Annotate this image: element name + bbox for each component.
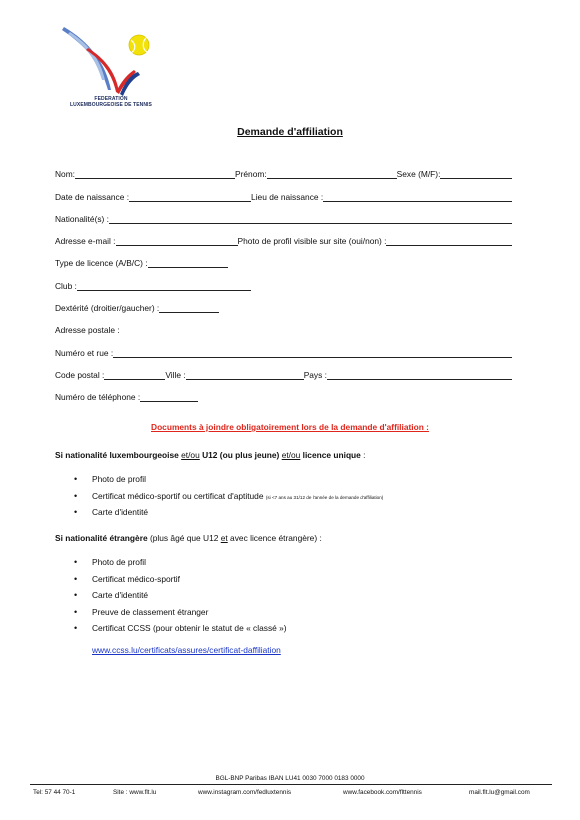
row-code-postal	[55, 359, 512, 381]
label-type-licence: Type de licence (A/B/C) :	[55, 258, 148, 269]
field-numero-rue[interactable]	[113, 348, 512, 358]
logo-text: FEDERATION LUXEMBOURGEOISE DE TENNIS	[70, 96, 152, 108]
row-naissance	[55, 180, 512, 202]
ccss-link[interactable]: www.ccss.lu/certificats/assures/certificat-daffiliation	[92, 645, 281, 655]
label-prenom: Prénom:	[235, 169, 267, 180]
label-numero-rue: Numéro et rue :	[55, 347, 114, 358]
label-telephone: Numéro de téléphone :	[55, 392, 141, 403]
row-nom	[55, 158, 512, 180]
documents-heading: Documents à joindre obligatoirement lors de la demande d'affiliation :	[151, 422, 429, 432]
list-item: • Certificat CCSS (pour obtenir le statut de « classé »)	[72, 620, 287, 637]
section1-list	[72, 471, 383, 521]
footer-bank: BGL-BNP Paribas IBAN LU41 0030 7000 0183 0000	[215, 775, 365, 782]
row-type-licence	[55, 247, 512, 269]
row-club	[55, 269, 512, 291]
footer-divider	[30, 784, 552, 785]
footer-facebook[interactable]: www.facebook.com/flttennis	[343, 789, 422, 796]
section-luxembourgeoise-heading: Si nationalité luxembourgeoise et/ou U12 (ou plus jeune) et/ou licence unique :	[55, 450, 366, 460]
list-item: • Preuve de classement étranger	[72, 604, 287, 621]
section-etrangere-heading: Si nationalité étrangère (plus âgé que U12 et avec licence étrangère) :	[55, 533, 322, 543]
field-pays[interactable]	[327, 370, 512, 380]
field-nom[interactable]	[75, 169, 235, 179]
footer-instagram[interactable]: www.instagram.com/fedluxtennis	[198, 789, 292, 796]
label-club: Club :	[55, 280, 77, 291]
row-numero-rue	[55, 336, 512, 358]
label-sexe: Sexe (M/F):	[396, 169, 441, 180]
row-nationalite	[55, 203, 512, 225]
list-item: • Photo de profil	[72, 554, 287, 571]
label-ville: Ville :	[165, 369, 186, 380]
field-ville[interactable]	[186, 370, 304, 380]
footer-tel: Tel: 57 44 70-1	[33, 789, 76, 796]
footer-site[interactable]: Site : www.flt.lu	[113, 789, 157, 796]
list-item: • Certificat médico-sportif ou certificat d'aptitude (si <7 ans au 31/12 de l'année de la demande d'affiliation)	[72, 488, 383, 505]
list-item: • Carte d'identité	[72, 587, 287, 604]
section2-list	[72, 554, 287, 637]
row-telephone	[55, 381, 512, 403]
label-photo-visible: Photo de profil visible sur site (oui/non) :	[237, 236, 387, 247]
label-pays: Pays :	[303, 369, 327, 380]
row-adresse-postale	[55, 314, 512, 336]
field-email[interactable]	[116, 236, 238, 246]
label-email: Adresse e-mail :	[55, 236, 116, 247]
field-dexterite[interactable]	[159, 303, 219, 313]
label-code-postal: Code postal :	[55, 369, 105, 380]
list-item: • Certificat médico-sportif	[72, 571, 287, 588]
field-club[interactable]	[77, 281, 251, 291]
field-date-naissance[interactable]	[129, 192, 251, 202]
footer-mail[interactable]: mail.flt.lu@gmail.com	[469, 789, 530, 796]
row-dexterite	[55, 292, 512, 314]
field-code-postal[interactable]	[104, 370, 165, 380]
list-item: • Photo de profil	[72, 471, 383, 488]
field-photo-visible[interactable]	[386, 236, 512, 246]
field-nationalite[interactable]	[109, 214, 512, 224]
label-nom: Nom:	[55, 169, 76, 180]
label-lieu-naissance: Lieu de naissance :	[251, 191, 324, 202]
list-item: • Carte d'identité	[72, 504, 383, 521]
field-telephone[interactable]	[140, 392, 198, 402]
field-prenom[interactable]	[267, 169, 397, 179]
field-sexe[interactable]	[440, 169, 512, 179]
label-nationalite: Nationalité(s) :	[55, 213, 109, 224]
form-fields	[55, 158, 512, 403]
label-date-naissance: Date de naissance :	[55, 191, 130, 202]
label-adresse-postale: Adresse postale :	[55, 325, 120, 336]
page-title: Demande d'affiliation	[237, 126, 343, 138]
row-email	[55, 225, 512, 247]
field-type-licence[interactable]	[148, 258, 228, 268]
label-dexterite: Dextérité (droitier/gaucher) :	[55, 303, 160, 314]
field-lieu-naissance[interactable]	[323, 192, 512, 202]
